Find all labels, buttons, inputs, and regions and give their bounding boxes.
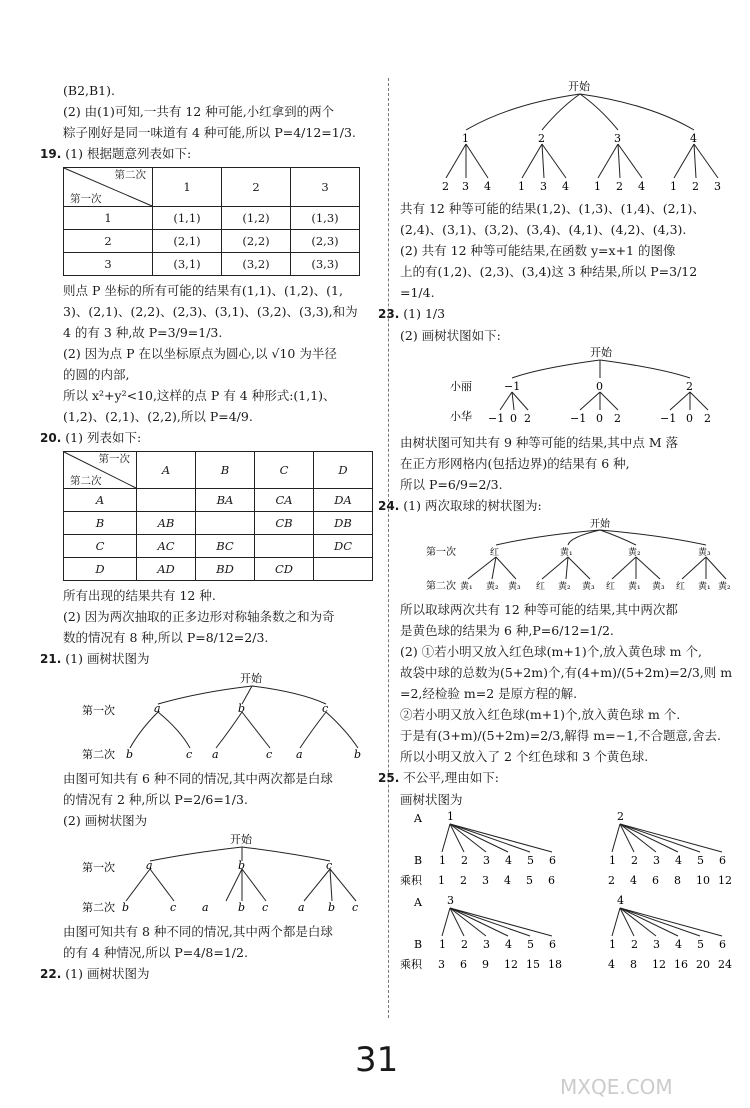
svg-text:黄₁: 黄₁ xyxy=(628,582,641,592)
text-line: 故袋中球的总数为(5+2m)个,有(4+m)/(5+2m)=2/3,则 m xyxy=(400,665,733,680)
text-line: 是黄色球的结果为 6 种,P=6/12=1/2. xyxy=(400,623,614,638)
q21-tree-2 xyxy=(40,831,370,915)
row-header: 3 xyxy=(64,253,153,276)
node-b: b xyxy=(354,748,362,761)
question-number: 24. xyxy=(378,499,400,513)
tree-edges xyxy=(500,360,708,410)
text-line: 的有 4 种情况,所以 P=4/8=1/2. xyxy=(63,945,248,960)
cell: (1,1) xyxy=(153,207,222,230)
text-line: (2,4)、(3,1)、(3,2)、(3,4)、(4,1)、(4,2)、(4,3). xyxy=(400,222,687,237)
svg-text:红: 红 xyxy=(606,582,616,592)
q19-intro xyxy=(40,143,378,165)
cell: AC xyxy=(137,535,196,558)
cell: (2,3) xyxy=(291,230,360,253)
tree-root: 4 xyxy=(617,894,624,907)
q25-tree xyxy=(400,810,730,980)
cell xyxy=(255,535,314,558)
text-line: 由图可知共有 6 种不同的情况,其中两次都是白球 xyxy=(63,771,333,786)
text-line: (2) 由(1)可知,一共有 12 种可能,小红拿到的两个 xyxy=(63,104,335,119)
b-value: 6 xyxy=(719,938,726,951)
watermark: MXQE.COM xyxy=(560,1075,673,1099)
tree-level-label: 第一次 xyxy=(82,861,115,874)
tree-start: 开始 xyxy=(568,80,590,93)
b-value: 5 xyxy=(527,938,534,951)
svg-text:b: b xyxy=(122,901,130,914)
text-line: 于是有(3+m)/(5+2m)=2/3,解得 m=−1,不合题意,舍去. xyxy=(400,728,721,743)
tree-edge xyxy=(450,824,486,852)
row-header: 1 xyxy=(64,207,153,230)
svg-text:−1: −1 xyxy=(488,412,505,425)
q24-intro-text: (1) 两次取球的树状图为: xyxy=(403,498,542,513)
row-header: B xyxy=(64,512,137,535)
b-value: 1 xyxy=(609,938,616,951)
svg-text:0: 0 xyxy=(510,412,517,425)
tree-edge xyxy=(620,824,722,852)
svg-text:0: 0 xyxy=(596,412,603,425)
svg-text:4: 4 xyxy=(484,180,491,193)
tree-level-label: 第二次 xyxy=(426,581,456,592)
svg-text:2: 2 xyxy=(692,180,699,193)
b-value: 1 xyxy=(439,854,446,867)
product-value: 15 xyxy=(526,958,540,971)
svg-text:a: a xyxy=(146,859,153,872)
col-header: C xyxy=(255,452,314,489)
node-b: b xyxy=(238,702,246,715)
table-diag-header xyxy=(64,452,137,489)
svg-text:黄₂: 黄₂ xyxy=(628,548,641,558)
q23-intro xyxy=(378,303,730,325)
b-value: 6 xyxy=(719,854,726,867)
q22-intro-text: (1) 画树状图为 xyxy=(65,966,150,981)
tree-nodes xyxy=(442,132,721,193)
row-header: D xyxy=(64,558,137,581)
cell: (2,1) xyxy=(153,230,222,253)
product-value: 2 xyxy=(460,874,467,887)
svg-text:1: 1 xyxy=(670,180,677,193)
q24-tree xyxy=(400,517,730,593)
svg-text:1: 1 xyxy=(462,132,469,145)
text-line: 由树状图可知共有 9 种等可能的结果,其中点 M 落 xyxy=(400,435,679,450)
svg-text:3: 3 xyxy=(714,180,721,193)
tree-edges xyxy=(446,94,718,178)
product-value: 6 xyxy=(460,958,467,971)
tree-edge xyxy=(442,908,450,936)
q24-intro xyxy=(378,495,730,517)
text-line: (2) 因为两次抽取的正多边形对称轴条数之和为奇 xyxy=(63,609,335,624)
tree-start: 开始 xyxy=(240,672,262,685)
b-value: 2 xyxy=(461,854,468,867)
text-line: 数的情况有 8 种,所以 P=8/12=2/3. xyxy=(63,630,269,645)
label-product: 乘积 xyxy=(400,874,422,887)
cell: (1,2) xyxy=(222,207,291,230)
product-value: 4 xyxy=(608,958,615,971)
tree-edge xyxy=(620,908,656,936)
text-line: =2,经检验 m=2 是原方程的解. xyxy=(400,686,578,701)
svg-text:3: 3 xyxy=(614,132,621,145)
cell: (1,3) xyxy=(291,207,360,230)
cell xyxy=(314,558,373,581)
b-value: 3 xyxy=(653,854,660,867)
cell xyxy=(137,489,196,512)
label-a: A xyxy=(414,896,422,909)
question-number: 22. xyxy=(40,967,62,981)
text-line: (2) 画树状图如下: xyxy=(400,328,501,343)
cell: AB xyxy=(137,512,196,535)
text-line: (2) 共有 12 种等可能结果,在函数 y=x+1 的图像 xyxy=(400,243,676,258)
svg-text:−1: −1 xyxy=(570,412,587,425)
b-value: 2 xyxy=(631,938,638,951)
left-column xyxy=(40,80,378,985)
product-value: 3 xyxy=(482,874,489,887)
product-value: 9 xyxy=(482,958,489,971)
tree-nodes xyxy=(126,702,361,761)
q21-intro-text: (1) 画树状图为 xyxy=(65,651,150,666)
svg-text:1: 1 xyxy=(594,180,601,193)
tree-level-label: 小华 xyxy=(450,410,472,423)
tree-start: 开始 xyxy=(230,833,252,846)
svg-text:黄₃: 黄₃ xyxy=(652,582,665,592)
product-value: 6 xyxy=(652,874,659,887)
tree-start: 开始 xyxy=(590,519,610,530)
text-line: 所以 x²+y²<10,这样的点 P 有 4 种形式:(1,1)、 xyxy=(63,388,336,403)
text-line: (2) 因为点 P 在以坐标原点为圆心,以 √10 为半径 xyxy=(63,346,337,361)
svg-text:3: 3 xyxy=(462,180,469,193)
svg-text:c: c xyxy=(352,901,359,914)
svg-text:2: 2 xyxy=(614,412,621,425)
svg-text:黄₂: 黄₂ xyxy=(718,582,731,592)
node-c: c xyxy=(322,702,329,715)
b-value: 3 xyxy=(653,938,660,951)
col-header: 2 xyxy=(222,168,291,207)
col-header: B xyxy=(196,452,255,489)
text-line: 的圆的内部, xyxy=(63,367,130,382)
text-line: 所以取球两次共有 12 种等可能的结果,其中两次都 xyxy=(400,602,678,617)
column-divider xyxy=(388,78,390,1018)
b-value: 2 xyxy=(461,938,468,951)
text-line: 所以 P=6/9=2/3. xyxy=(400,477,503,492)
text-line: (B2,B1). xyxy=(63,83,115,98)
cell: AD xyxy=(137,558,196,581)
text-line: 共有 12 种等可能的结果(1,2)、(1,3)、(1,4)、(2,1)、 xyxy=(400,201,705,216)
svg-text:2: 2 xyxy=(616,180,623,193)
product-value: 20 xyxy=(696,958,710,971)
product-value: 2 xyxy=(608,874,615,887)
table-diag-header xyxy=(64,168,153,207)
text-line: ②若小明又放入红色球(m+1)个,放入黄色球 m 个. xyxy=(400,707,681,722)
product-value: 16 xyxy=(674,958,688,971)
q20-table xyxy=(63,451,373,581)
q23-tree xyxy=(400,346,730,426)
svg-text:b: b xyxy=(238,901,246,914)
svg-text:b: b xyxy=(238,859,246,872)
product-value: 8 xyxy=(630,958,637,971)
header-left: 第二次 xyxy=(70,475,102,487)
text-line: 则点 P 坐标的所有可能的结果有(1,1)、(1,2)、(1, xyxy=(63,283,343,298)
product-value: 5 xyxy=(526,874,533,887)
label-product: 乘积 xyxy=(400,958,422,971)
svg-text:红: 红 xyxy=(536,582,546,592)
q21-tree-1 xyxy=(40,670,370,762)
b-value: 3 xyxy=(483,938,490,951)
b-value: 1 xyxy=(609,854,616,867)
tree-level-label: 第二次 xyxy=(82,901,115,914)
svg-text:黄₁: 黄₁ xyxy=(698,582,711,592)
b-value: 6 xyxy=(549,938,556,951)
svg-text:c: c xyxy=(326,859,333,872)
cell: (3,2) xyxy=(222,253,291,276)
tree-nodes xyxy=(122,859,358,914)
svg-text:2: 2 xyxy=(704,412,711,425)
q23-answer-1: (1) 1/3 xyxy=(403,306,446,321)
svg-text:a: a xyxy=(298,901,305,914)
label-b: B xyxy=(414,938,423,951)
q21-intro xyxy=(40,648,378,670)
svg-text:黄₂: 黄₂ xyxy=(558,582,571,592)
svg-text:−1: −1 xyxy=(660,412,677,425)
b-value: 1 xyxy=(439,938,446,951)
label-b: B xyxy=(414,854,423,867)
tree-level-label: 小丽 xyxy=(450,380,472,393)
svg-text:红: 红 xyxy=(676,582,686,592)
q19-table xyxy=(63,167,360,276)
product-value: 4 xyxy=(504,874,511,887)
svg-text:0: 0 xyxy=(596,380,603,393)
tree-start: 开始 xyxy=(590,346,612,359)
b-value: 5 xyxy=(527,854,534,867)
q22-tree xyxy=(400,80,730,192)
tree-nodes xyxy=(460,546,731,592)
b-value: 4 xyxy=(675,854,682,867)
svg-text:c: c xyxy=(262,901,269,914)
svg-text:3: 3 xyxy=(540,180,547,193)
question-number: 25. xyxy=(378,771,400,785)
product-value: 18 xyxy=(548,958,562,971)
tree-level-label: 第一次 xyxy=(82,704,115,717)
tree-edge xyxy=(450,824,552,852)
svg-text:黄₁: 黄₁ xyxy=(560,548,573,558)
q25-intro xyxy=(378,767,730,789)
text-line: =1/4. xyxy=(400,285,435,300)
q20-intro xyxy=(40,427,378,449)
node-c: c xyxy=(266,748,273,761)
b-value: 6 xyxy=(549,854,556,867)
tree-edge xyxy=(442,824,450,852)
svg-text:4: 4 xyxy=(638,180,645,193)
svg-text:0: 0 xyxy=(686,412,693,425)
question-number: 21. xyxy=(40,652,62,666)
svg-text:4: 4 xyxy=(562,180,569,193)
label-a: A xyxy=(414,812,422,825)
product-value: 10 xyxy=(696,874,710,887)
node-a: a xyxy=(154,702,161,715)
cell: DB xyxy=(314,512,373,535)
tree-edges xyxy=(468,530,726,579)
header-top: 第二次 xyxy=(114,169,146,181)
tree-edge xyxy=(450,908,552,936)
text-line: (1,2)、(2,1)、(2,2),所以 P=4/9. xyxy=(63,409,253,424)
col-header: A xyxy=(137,452,196,489)
b-value: 4 xyxy=(505,854,512,867)
text-line: 4 的有 3 种,故 P=3/9=1/3. xyxy=(63,325,223,340)
b-value: 5 xyxy=(697,938,704,951)
cell: (2,2) xyxy=(222,230,291,253)
col-header: 1 xyxy=(153,168,222,207)
question-number: 20. xyxy=(40,431,62,445)
col-header: 3 xyxy=(291,168,360,207)
tree-level-label: 第一次 xyxy=(426,547,456,558)
row-header: 2 xyxy=(64,230,153,253)
cell: CD xyxy=(255,558,314,581)
header-top: 第一次 xyxy=(98,453,130,465)
tree-edge xyxy=(450,908,486,936)
product-value: 12 xyxy=(718,874,732,887)
text-line: (2) ①若小明又放入红色球(m+1)个,放入黄色球 m 个, xyxy=(400,644,702,659)
tree-edge xyxy=(620,824,656,852)
product-value: 12 xyxy=(652,958,666,971)
text-line: 所以小明又放入了 2 个红色球和 3 个黄色球. xyxy=(400,749,649,764)
text-line: 的情况有 2 种,所以 P=2/6=1/3. xyxy=(63,792,248,807)
svg-text:2: 2 xyxy=(538,132,545,145)
node-b: b xyxy=(126,748,134,761)
text-line: 3)、(2,1)、(2,2)、(2,3)、(3,1)、(3,2)、(3,3),和为 xyxy=(63,304,358,319)
question-number: 19. xyxy=(40,147,62,161)
q19-intro-text: (1) 根据题意列表如下: xyxy=(65,146,192,161)
tree-edge xyxy=(612,908,620,936)
tree-edge xyxy=(612,824,620,852)
text-line: 所有出现的结果共有 12 种. xyxy=(63,588,216,603)
tree-root: 3 xyxy=(447,894,454,907)
svg-text:黄₁: 黄₁ xyxy=(460,582,473,592)
product-value: 24 xyxy=(718,958,732,971)
svg-text:黄₃: 黄₃ xyxy=(508,582,521,592)
product-value: 8 xyxy=(674,874,681,887)
product-value: 12 xyxy=(504,958,518,971)
node-a: a xyxy=(296,748,303,761)
svg-text:a: a xyxy=(202,901,209,914)
svg-text:红: 红 xyxy=(490,548,500,558)
cell: BC xyxy=(196,535,255,558)
q25-intro-text: 不公平,理由如下: xyxy=(403,770,499,785)
svg-text:2: 2 xyxy=(524,412,531,425)
cell: CA xyxy=(255,489,314,512)
cell: DC xyxy=(314,535,373,558)
product-value: 6 xyxy=(548,874,555,887)
question-number: 23. xyxy=(378,307,400,321)
cell: CB xyxy=(255,512,314,535)
product-value: 4 xyxy=(630,874,637,887)
tree-edges xyxy=(130,686,358,748)
tree-edge xyxy=(620,908,722,936)
cell: (3,1) xyxy=(153,253,222,276)
tree-root: 1 xyxy=(447,810,454,823)
svg-text:−1: −1 xyxy=(504,380,521,393)
cell: DA xyxy=(314,489,373,512)
b-value: 4 xyxy=(675,938,682,951)
svg-text:黄₃: 黄₃ xyxy=(582,582,595,592)
tree-edges xyxy=(126,847,356,901)
page-number: 31 xyxy=(355,1040,399,1080)
cell: (3,3) xyxy=(291,253,360,276)
tree-level-label: 第二次 xyxy=(82,748,115,761)
node-a: a xyxy=(212,748,219,761)
svg-text:4: 4 xyxy=(690,132,697,145)
q20-intro-text: (1) 列表如下: xyxy=(65,430,142,445)
svg-text:b: b xyxy=(328,901,336,914)
b-value: 5 xyxy=(697,854,704,867)
product-value: 3 xyxy=(438,958,445,971)
q22-intro xyxy=(40,963,378,985)
svg-text:黄₂: 黄₂ xyxy=(486,582,499,592)
col-header: D xyxy=(314,452,373,489)
b-value: 4 xyxy=(505,938,512,951)
product-value: 1 xyxy=(438,874,445,887)
text-line: 粽子刚好是同一味道有 4 种可能,所以 P=4/12=1/3. xyxy=(63,125,356,140)
row-header: A xyxy=(64,489,137,512)
b-value: 2 xyxy=(631,854,638,867)
svg-text:c: c xyxy=(170,901,177,914)
tree-root: 2 xyxy=(617,810,624,823)
text-line: 由图可知共有 8 种不同的情况,其中两个都是白球 xyxy=(63,924,333,939)
svg-text:2: 2 xyxy=(686,380,693,393)
text-line: 上的有(1,2)、(2,3)、(3,4)这 3 种结果,所以 P=3/12 xyxy=(400,264,698,279)
header-left: 第一次 xyxy=(70,193,102,205)
cell xyxy=(196,512,255,535)
text-line: 画树状图为 xyxy=(400,792,463,807)
svg-text:2: 2 xyxy=(442,180,449,193)
svg-text:黄₃: 黄₃ xyxy=(698,548,711,558)
text-line: (2) 画树状图为 xyxy=(63,813,148,828)
text-line: 在正方形网格内(包括边界)的结果有 6 种, xyxy=(400,456,630,471)
cell: BD xyxy=(196,558,255,581)
svg-text:1: 1 xyxy=(518,180,525,193)
node-c: c xyxy=(186,748,193,761)
right-column xyxy=(378,80,733,986)
cell: BA xyxy=(196,489,255,512)
b-value: 3 xyxy=(483,854,490,867)
row-header: C xyxy=(64,535,137,558)
